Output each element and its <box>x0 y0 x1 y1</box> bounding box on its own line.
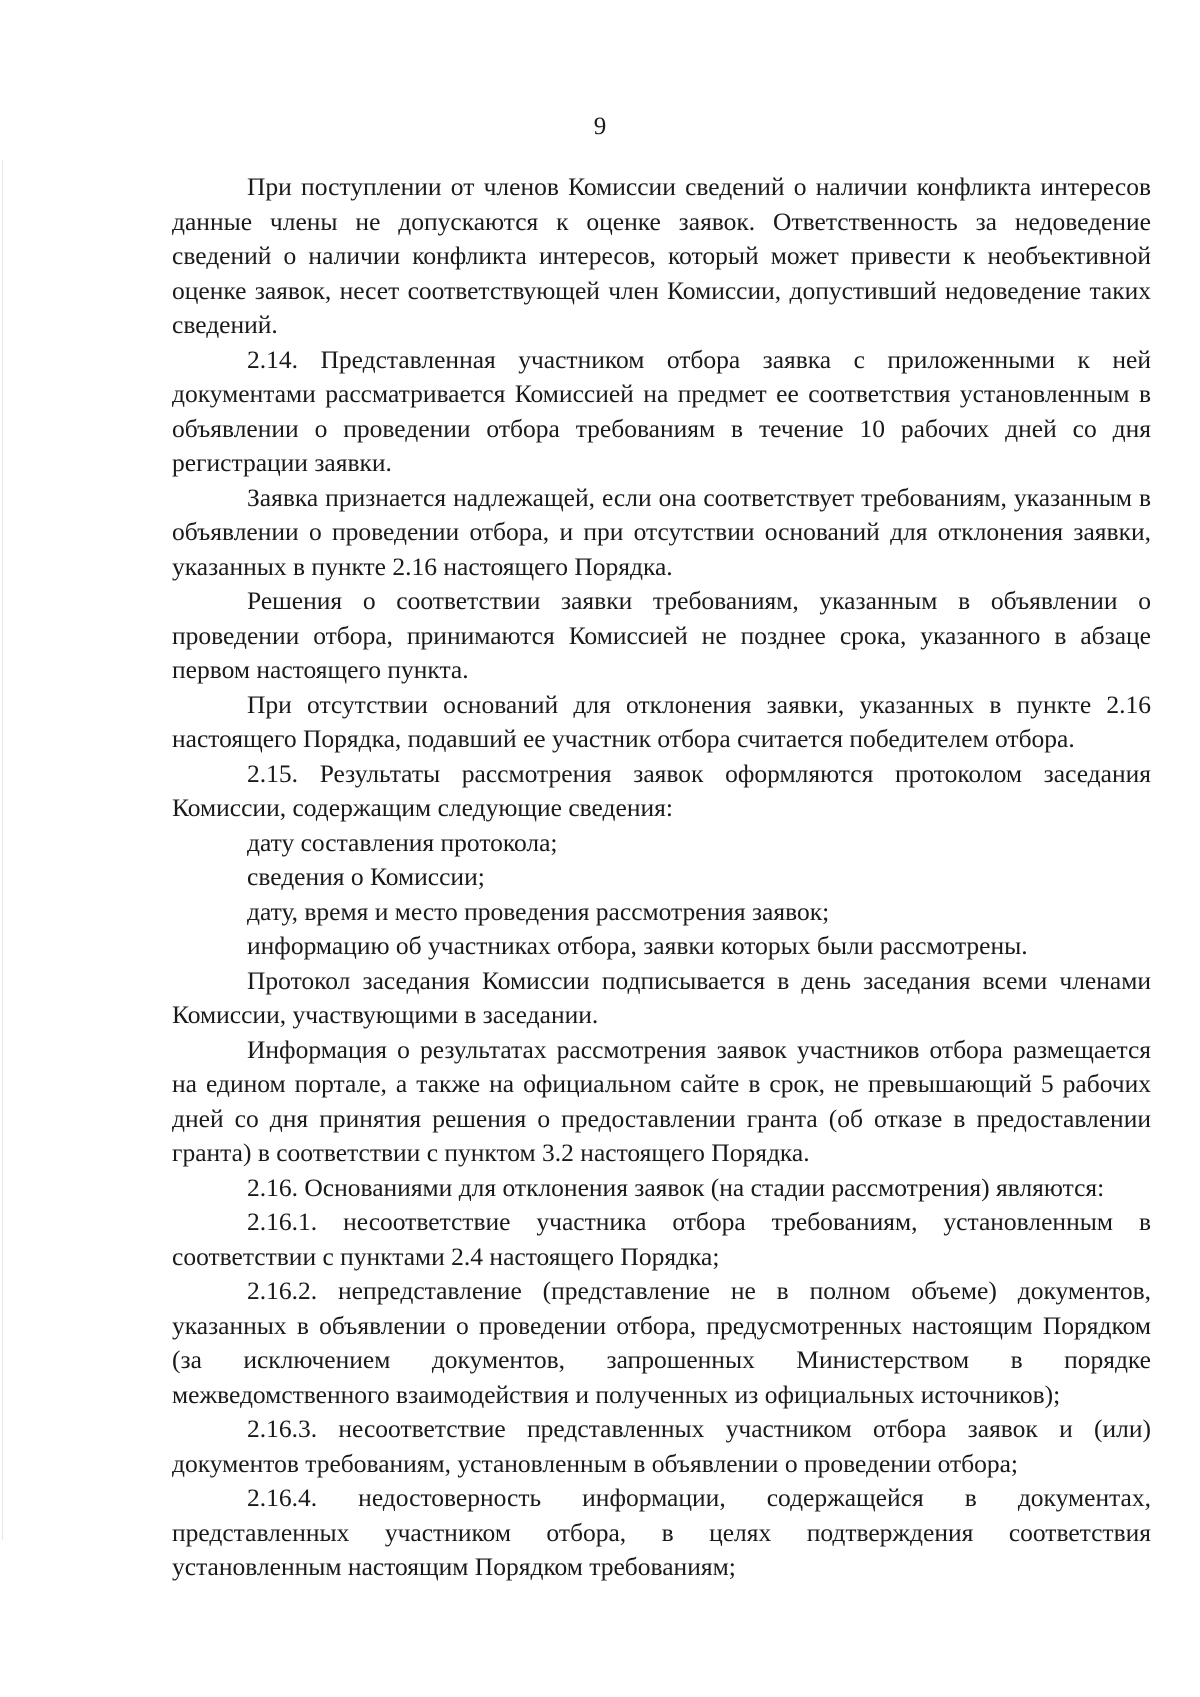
paragraph-winner: При отсутствии оснований для отклонения заявки, указанных в пункте 2.16 настоящего Порядка, подавший ее участник отбора считается победителем отбора. <box>172 689 1151 753</box>
paragraph-2-16-3: 2.16.3. несоответствие представленных участником отбора заявок и (или) документов требованиям, установленным в объявлении о проведении отбора; <box>172 1414 1151 1478</box>
list-item-date-time-place: дату, время и место проведения рассмотрения заявок; <box>247 896 830 926</box>
paragraph-2-15: 2.15. Результаты рассмотрения заявок оформляются протоколом заседания Комиссии, содержащим следующие сведения: <box>172 758 1151 822</box>
paragraph-2-16-4: 2.16.4. недостоверность информации, содержащейся в документах, представленных участником отбора, в целях подтверждения соответствия установленным настоящим Порядком требованиям; <box>172 1483 1151 1581</box>
paragraph-application-proper: Заявка признается надлежащей, если она соответствует требованиям, указанным в объявлении о проведении отбора, и при отсутствии оснований для отклонения заявки, указанных в пункте 2.16 настоящего Порядка. <box>172 482 1151 581</box>
paragraph-2-16-2: 2.16.2. непредставление (представление не в полном объеме) документов, указанных в объявлении о проведении отбора, предусмотренных настоящим Порядком (за исключением документов, запрошенных Министерством в порядке межведомственного взаимодействия и полученных из официальных источников); <box>172 1276 1151 1409</box>
document-body <box>172 170 1151 1585</box>
paragraph-2-14: 2.14. Представленная участником отбора заявка с приложенными к ней документами рассматривается Комиссией на предмет ее соответствия установленным в объявлении о проведении отбора требованиям в течение 10 рабочих дней со дня регистрации заявки. <box>172 344 1151 477</box>
list-item-protocol-date: дату составления протокола; <box>247 827 558 857</box>
list-item-participants-info: информацию об участниках отбора, заявки которых были рассмотрены. <box>247 931 1028 960</box>
paragraph-2-16-1: 2.16.1. несоответствие участника отбора требованиям, установленным в соответствии с пунктами 2.4 настоящего Порядка; <box>172 1207 1151 1271</box>
paragraph-conflict-of-interest: При поступлении от членов Комиссии сведений о наличии конфликта интересов данные члены не допускаются к оценке заявок. Ответственность за недоведение сведений о наличии конфликта интересов, который может привести к необъективной оценке заявок, несет соответствующей член Комиссии, допустивший недоведение таких сведений. <box>172 172 1151 339</box>
list-item-commission-info: сведения о Комиссии; <box>247 862 485 891</box>
scan-edge-line <box>2 160 3 1540</box>
page-number: 9 <box>593 113 607 140</box>
paragraph-protocol-signing: Протокол заседания Комиссии подписывается в день заседания всеми членами Комиссии, участвующими в заседании. <box>172 965 1151 1029</box>
paragraph-2-16: 2.16. Основаниями для отклонения заявок (на стадии рассмотрения) являются: <box>247 1172 1105 1202</box>
paragraph-decisions: Решения о соответствии заявки требованиям, указанным в объявлении о проведении отбора, принимаются Комиссией не позднее срока, указанного в абзаце первом настоящего пункта. <box>172 586 1151 684</box>
paragraph-results-publication: Информация о результатах рассмотрения заявок участников отбора размещается на едином портале, а также на официальном сайте в срок, не превышающий 5 рабочих дней со дня принятия решения о предоставлении гранта (об отказе в предоставлении гранта) в соответствии с пунктом 3.2 настоящего Порядка. <box>172 1034 1151 1167</box>
